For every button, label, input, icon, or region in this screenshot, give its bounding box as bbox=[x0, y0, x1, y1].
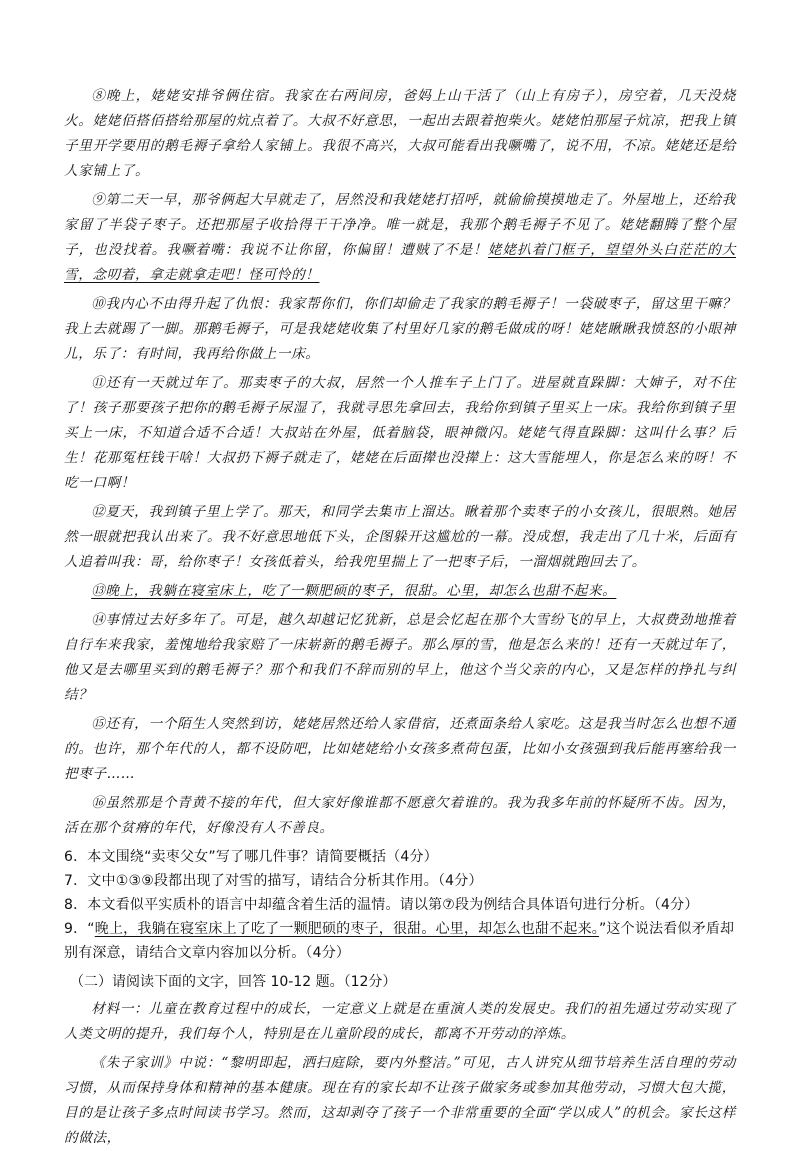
paragraph-15: ⑮还有，一个陌生人突然到访，姥姥居然还给人家借宿，还煮面条给人家吃。这是我当时怎么也想不通的。也许，那个年代的人，都不设防吧，比如姥姥给小女孩多煮荷包蛋，比如小女孩强到我后能再塞给我一把枣子…… bbox=[64, 716, 736, 782]
paragraph-14: ⑭事情过去好多年了。可是，越久却越记忆犹新，总是会忆起在那个大雪纷飞的早上，大叔费劲地推着自行车来我家，羞愧地给我家赔了一床崭新的鹅毛褥子。那么厚的雪，他是怎么来的！还有一天就过年了，他又是去哪里买到的鹅毛褥子？那个和我们不辞而别的早上，他这个当父亲的内心，又是怎样的挣扎与纠结？ bbox=[64, 612, 736, 703]
material-1-paragraph-2: 《朱子家训》中说：“黎明即起，洒扫庭除，要内外整洁。”可见，古人讲究从细节培养生活自理的劳动习惯，从而保持身体和精神的基本健康。现在有的家长却不让孩子做家务或参加其他劳动，习惯大包大揽，目的是让孩子多点时间读书学习。然而，这却剥夺了孩子一个非常重要的全面“学以成人”的机会。家长这样的做法， bbox=[64, 1055, 736, 1146]
paragraph-11: ⑪还有一天就过年了。那卖枣子的大叔，居然一个人推车子上门了。进屋就直跺脚：大婶子，对不住了！孩子那要孩子把你的鹅毛褥子尿湿了，我就寻思先拿回去，我给你到镇子里买上一床。我给你到镇子里买上一床，不知道合适不合适！大叔站在外屋，低着脑袋，眼神微闪。姥姥气得直跺脚：这叫什么事？后生！花那冤枉钱干啥！大叔扔下褥子就走了，姥姥在后面撵也没撵上：这大雪能埋人，你是怎么来的呀！不吃一口啊！ bbox=[64, 375, 736, 491]
paragraph-9-underlined-text: 姥姥扒着门框子，望望外头白茫茫的大雪，念叨着，拿走就拿走吧！怪可怜的！ bbox=[64, 242, 736, 283]
paragraph-13: ⑬晚上，我躺在寝室床上，吃了一颗肥硕的枣子，很甜。心里，却怎么也甜不起来。 bbox=[91, 583, 617, 599]
paragraph-9 bbox=[64, 188, 736, 288]
paragraph-9-text: ⑨第二天一早，那爷俩起大早就走了，居然没和我姥姥打招呼，就偷偷摸摸地走了。外屋地上，还给我家留了半袋子枣子。还把那屋子收拾得干干净净。唯一就是，我那个鹅毛褥子不见了。姥姥翻腾了整个屋子，也没找着。我噘着嘴：我说不让你留，你偏留！遭贼了不是！ bbox=[64, 192, 736, 258]
question-9-quoted-text: 晚上，我躺在寝室床上了吃了一颗肥硕的枣子，很甜。心里，却怎么也甜不起来。 bbox=[94, 921, 599, 937]
question-9 bbox=[64, 917, 736, 965]
material-1-paragraph: 材料一：儿童在教育过程中的成长，一定意义上就是在重演人类的发展史。我们的祖先通过劳动实现了人类文明的提升，我们每个人，特别是在儿童阶段的成长，都离不开劳动的淬炼。 bbox=[64, 1001, 736, 1042]
paragraph-16: ⑯虽然那是个青黄不接的年代，但大家好像谁都不愿意欠着谁的。我为我多年前的怀疑所不齿。因为，活在那个贫瘠的年代，好像没有人不善良。 bbox=[64, 795, 736, 836]
question-9-prefix: 9．“ bbox=[64, 921, 95, 937]
question-6: 6．本文围绕“卖枣父女”写了哪几件事？请简要概括（4分） bbox=[64, 849, 438, 865]
paragraph-8: ⑧晚上，姥姥安排爷俩住宿。我家在右两间房，爸妈上山干活了（山上有房子），房空着，几天没烧火。姥姥佰搭佰搭给那屋的炕点着了。大叔不好意思，一起出去跟着抱柴火。姥姥怕那屋子炕凉，把我上镇子里开学要用的鹅毛褥子拿给人家铺上。我很不高兴，大叔可能看出我噘嘴了，说不用，不凉。姥姥还是给人家铺上了。 bbox=[64, 88, 736, 179]
question-9-suffix: ”这个说法看似矛盾却别有深意，请结合文章内容加以分析。（4分） bbox=[64, 921, 735, 961]
paragraph-10: ⑩我内心不由得升起了仇恨：我家帮你们，你们却偷走了我家的鹅毛褥子！一袋破枣子，留这里干嘛？我上去就踢了一脚。那鹅毛褥子，可是我姥姥收集了村里好几家的鹅毛做成的呀！姥姥瞅瞅我愤怒的小眼神儿，乐了：有时间，我再给你做上一床。 bbox=[64, 296, 736, 362]
section-2-heading: （二）请阅读下面的文字，回答 10-12 题。（12分） bbox=[70, 974, 397, 990]
paragraph-12: ⑫夏天，我到镇子里上学了。那天，和同学去集市上溜达。瞅着那个卖枣子的小女孩儿，很眼熟。她居然一眼就把我认出来了。我不好意思地低下头，企图躲开这尴尬的一幕。没成想，我走出了几十米，后面有人追着叫我：哥，给你枣子！女孩低着头，给我兜里揣上了一把枣子后，一溜烟就跑回去了。 bbox=[64, 504, 736, 570]
question-8: 8．本文看似平实质朴的语言中却蕴含着生活的温情。请以第⑦段为例结合具体语句进行分析。（4分） bbox=[64, 897, 699, 913]
question-7: 7．文中①③⑨段都出现了对雪的描写，请结合分析其作用。（4分） bbox=[64, 873, 483, 889]
